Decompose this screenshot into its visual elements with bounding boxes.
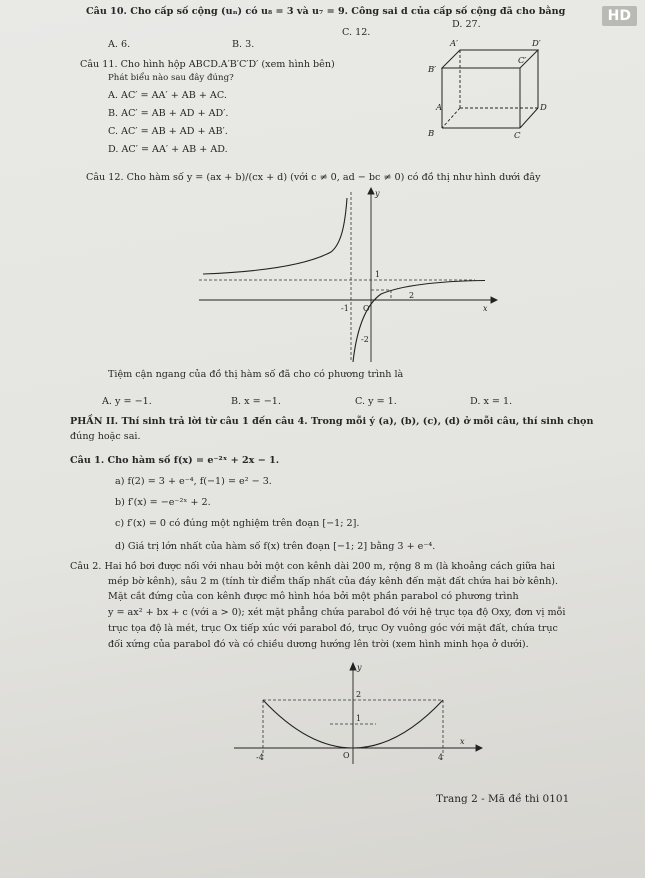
c1-item-c: c) f′(x) = 0 có đúng một nghiệm trên đoạn [−1; 2]. — [115, 518, 360, 529]
q11-option-a: A. AC′ = AA′ + AB + AC. — [108, 90, 227, 101]
q11-stem: Câu 11. Cho hình hộp ABCD.A′B′C′D′ (xem hình bên) — [80, 59, 335, 70]
c2-line-6: đối xứng của parabol đó và có chiều dương hướng lên trời (xem hình minh họa ở dưới). — [108, 639, 529, 650]
q10-option-d: D. 27. — [452, 19, 481, 30]
q11-option-b: B. AC′ = AB + AD + AD′. — [108, 108, 229, 119]
c1-item-b: b) f′(x) = −e⁻²ˣ + 2. — [115, 497, 211, 508]
label-c: C — [514, 131, 521, 141]
hd-badge: HD — [602, 6, 637, 26]
cube-figure — [398, 36, 548, 144]
q12-option-b: B. x = −1. — [231, 396, 281, 407]
q12-curve-right-branch — [353, 281, 485, 363]
q12-option-d: D. x = 1. — [470, 396, 513, 407]
c2-label-x: x — [460, 737, 465, 746]
q11-option-d: D. AC′ = AA′ + AB + AD. — [108, 144, 228, 155]
c2-label-origin: O — [343, 751, 350, 760]
label-a-prime: A′ — [450, 39, 459, 49]
q12-graph — [195, 186, 515, 366]
part2-heading: PHẦN II. Thí sinh trả lời từ câu 1 đến câu 4. Trong mỗi ý (a), (b), (c), (d) ở mỗi câu, thí sinh chọn — [70, 416, 594, 427]
label-a: A — [436, 103, 443, 113]
c2-line-2: mép bờ kênh), sâu 2 m (tính từ điểm thấp nhất của đáy kênh đến mặt đất chứa hai bờ kênh). — [108, 576, 559, 587]
q12-label-1: 1 — [375, 270, 381, 279]
q11-subtitle: Phát biểu nào sau đây đúng? — [108, 73, 234, 83]
label-d-prime: D′ — [532, 39, 541, 49]
label-c-prime: C′ — [518, 56, 527, 66]
c2-label-neg4: -4 — [256, 753, 264, 762]
q12-curve-left-branch — [203, 198, 347, 274]
c2-parabola-graph — [230, 660, 485, 770]
c2-line-4: y = ax² + bx + c (với a > 0); xét mặt phẳng chứa parabol đó với hệ trục tọa độ Oxy, đơn vị mỗi — [108, 607, 566, 618]
q12-label-neg1: -1 — [341, 304, 349, 313]
cube-hidden-ab — [442, 108, 460, 128]
c2-label-4: 4 — [438, 753, 444, 762]
c2-y-arrow — [350, 663, 356, 670]
c2-label-2: 2 — [356, 690, 362, 699]
q10-option-a: A. 6. — [108, 39, 131, 50]
q10-option-b: B. 3. — [232, 39, 255, 50]
q11-option-c: C. AC′ = AB + AD + AB′. — [108, 126, 228, 137]
c2-line-5: trục tọa độ là mét, trục Ox tiếp xúc với parabol đó, trục Oy vuông góc với mặt đất, chứa trục — [108, 623, 558, 634]
q10-option-c: C. 12. — [342, 27, 371, 38]
c2-line-3: Mặt cắt đứng của con kênh được mô hình hóa bởi một phần parabol có phương trình — [108, 591, 519, 602]
q12-label-origin: O — [363, 304, 370, 313]
q12-x-arrow — [491, 297, 497, 303]
cube-edge-cd — [520, 108, 538, 128]
c2-label-1: 1 — [356, 714, 362, 723]
q12-label-x: x — [483, 304, 488, 313]
label-d: D — [540, 103, 547, 113]
q12-question: Tiệm cận ngang của đồ thị hàm số đã cho có phương trình là — [108, 369, 404, 380]
page-footer: Trang 2 - Mã đề thi 0101 — [436, 793, 570, 805]
part2-heading-cont: đúng hoặc sai. — [70, 431, 141, 442]
c1-item-a: a) f(2) = 3 + e⁻⁴, f(−1) = e² − 3. — [115, 476, 272, 487]
q12-label-y: y — [375, 189, 380, 198]
c1-item-d: d) Giá trị lớn nhất của hàm số f(x) trên đoạn [−1; 2] bằng 3 + e⁻⁴. — [115, 541, 436, 552]
q12-y-arrow — [368, 188, 374, 194]
q12-option-a: A. y = −1. — [102, 396, 152, 407]
q12-option-c: C. y = 1. — [355, 396, 397, 407]
c1-stem: Câu 1. Cho hàm số f(x) = e⁻²ˣ + 2x − 1. — [70, 455, 280, 466]
c2-x-arrow — [476, 745, 482, 751]
q12-stem: Câu 12. Cho hàm số y = (ax + b)/(cx + d) (với c ≠ 0, ad − bc ≠ 0) có đồ thị như hình dưới đây — [86, 172, 541, 183]
q12-label-2: 2 — [409, 291, 415, 300]
c2-line-1: Câu 2. Hai hồ bơi được nối với nhau bởi một con kênh dài 200 m, rộng 8 m (là khoảng cách giữa hai — [70, 561, 556, 572]
label-b: B — [428, 129, 435, 139]
c2-label-y: y — [357, 663, 362, 672]
q12-label-neg2: -2 — [361, 335, 369, 344]
label-b-prime: B′ — [428, 65, 437, 75]
q10-stem: Câu 10. Cho cấp số cộng (uₙ) có u₈ = 3 và u₇ = 9. Công sai d của cấp số cộng đã cho bằng — [86, 6, 566, 17]
